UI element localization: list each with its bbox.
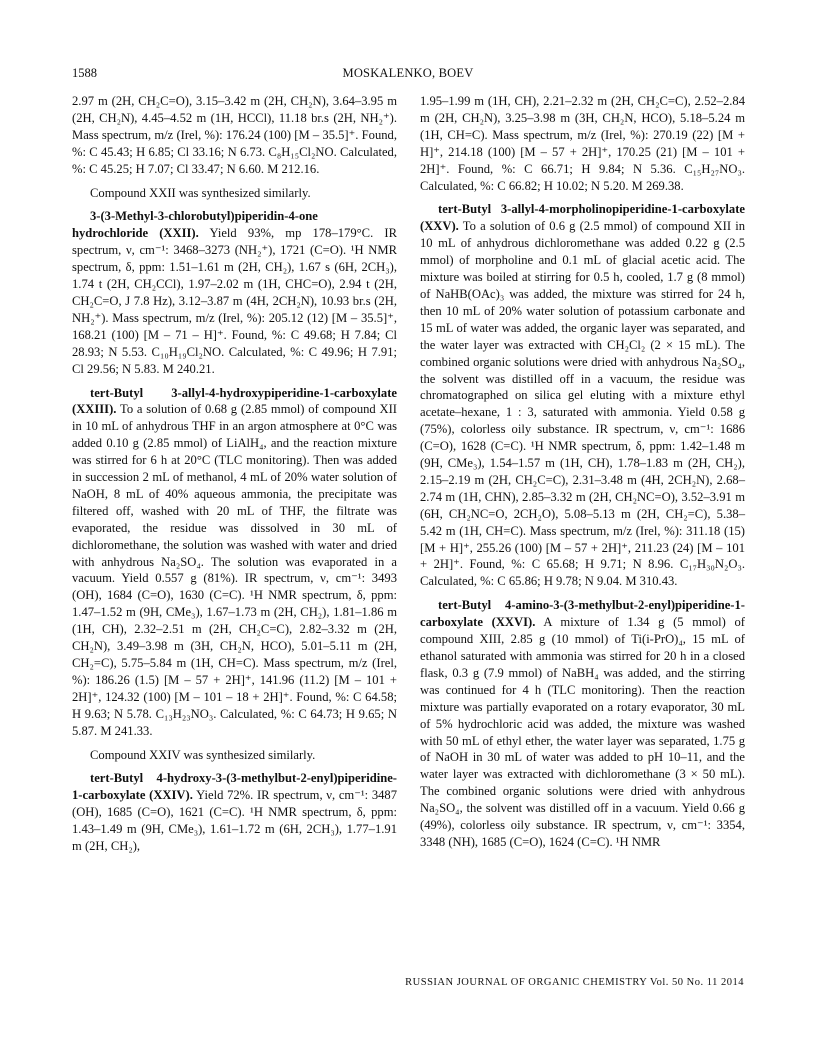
page-header bbox=[72, 66, 744, 82]
page-number: 1588 bbox=[72, 66, 97, 80]
compound-xxii-body: Yield 93%, mp 178–179°C. IR spectrum, ν, cm⁻¹: 3468–3273 (NH₂⁺), 1721 (C=O). ¹H NMR spectrum, δ, ppm: 1.51–1.61 m (2H, CH₂), 1.67 s (6H, 2CH₃), 1.74 t (2H, CH₂CCl), 1.97–2.02 m (1H, CHC=O), 2.94 t (2H, CH₂C=O, J 7.8 Hz), 3.12–3.87 m (4H, 2CH₂N), 10.93 br.s (2H, NH₂⁺). Mass spectrum, m/z (Irel, %): 205.12 (12) [M – 35.5]⁺, 168.21 (100) [M – 71 – H]⁺. Found, %: C 49.68; H 7.84; Cl 28.93; N 5.53. C₁₀H₁₉Cl₂NO. Calculated, %: C 49.96; H 7.91; Cl 29.56; N 5.83. M 240.21. bbox=[72, 226, 397, 376]
left-paragraph-note-xxiv: Compound XXIV was synthesized similarly. bbox=[90, 747, 316, 762]
left-paragraph-compound-xxiii bbox=[72, 385, 397, 740]
compound-xxiii-body: To a solution of 0.68 g (2.85 mmol) of compound XII in 10 mL of anhydrous THF in an argon atmosphere at 0°C was added 0.10 g (2.85 mmol) of LiAlH₄, and the reaction mixture was stirred for 6 h at 20°C (TLC monitoring). Then was added in succession 2 mL of methanol, 4 mL of 20% water solution of NaOH, 8 mL of 40% aqueous ammonia, the precipitate was filtered off, washed with 20 mL of THF, the filtrate was evaporated, the residue was dissolved in 30 mL of dichloromethane, the solution was washed with water and dried with anhydrous Na₂SO₄. The solution was evaporated in a vacuum. Yield 0.557 g (81%). IR spectrum, ν, cm⁻¹: 3493 (OH), 1684 (C=O), 1630 (C=C). ¹H NMR spectrum, δ, ppm: 1.47–1.52 m (9H, CMe₃), 1.67–1.73 m (2H, CH₂), 1.81–1.86 m (1H, CH), 2.32–2.51 m (2H, CH₂C=C), 2.82–3.32 m (2H, CH₂N), 3.49–3.98 m (3H, CH₂N, HCO), 5.01–5.11 m (2H, CH₂=C), 5.75–5.84 m (1H, CH=C). Mass spectrum, m/z (Irel, %): 186.26 (1.5) [M – 57 + 2H]⁺, 141.96 (11.2) [M – 101 + 2H]⁺, 124.32 (100) [M – 101 – 18 + 2H]⁺. Found, %: C 64.58; H 9.63; N 5.78. C₁₃H₂₃NO₃. Calculated, %: C 64.73; H 9.65; N 5.87. M 241.33. bbox=[72, 402, 398, 738]
compound-xxiii-title: tert-Butyl 3-allyl-4-hydroxypiperidine-1-carboxylate (XXIII). bbox=[72, 385, 397, 417]
compound-xxvi-body: A mixture of 1.34 g (5 mmol) of compound XIII, 2.85 g (10 mmol) of Ti(i-PrO)₄, 15 mL of ethanol saturated with ammonia was stirred for 20 h in a closed flask, 0.3 g (7.9 mmol) of NaBH₄ was added, and the stirring was continued for 4 h (TLC monitoring). Then the reaction mixture was partially evaporated on a rotary evaporator, 30 mL of 5% hydrochloric acid was added, the mixture was washed with 50 mL of ethyl ether, the water layer was separated, 1.75 g of NaOH in 30 mL of water was added to pH 10–11, and the water layer was extracted with dichloromethane (3 × 50 mL). The combined organic solutions were dried with anhydrous Na₂SO₄, the solvent was distilled off in a vacuum. Yield 0.66 g (49%), colorless oily substance. IR spectrum, ν, cm⁻¹: 3354, 3348 (NH), 1685 (C=O), 1624 (C=C). ¹H NMR bbox=[420, 615, 745, 849]
left-paragraph-continuation: 2.97 m (2H, CH₂C=O), 3.15–3.42 m (2H, CH₂N), 3.64–3.95 m (2H, CH₂N), 4.45–4.52 m (1H, HCCl), 11.18 br.s (2H, NH₂⁺). Mass spectrum, m/z (Irel, %): 176.24 (100) [M – 35.5]⁺. Found, %: C 45.43; H 6.85; Cl 33.16; N 6.73. C₈H₁₅Cl₂NO. Calculated, %: C 45.25; H 7.07; Cl 33.47; N 6.60. M 212.16. bbox=[72, 94, 397, 176]
left-paragraph-compound-xxii bbox=[72, 208, 397, 377]
left-paragraph-note-xxii: Compound XXII was synthesized similarly. bbox=[90, 185, 311, 200]
left-column bbox=[72, 93, 397, 855]
compound-xxv-title: tert-Butyl 3-allyl-4-morpholinopiperidine-1-carboxylate (XXV). bbox=[420, 202, 745, 234]
left-paragraph-compound-xxiv bbox=[72, 770, 397, 855]
right-column bbox=[420, 93, 745, 851]
compound-xxvi-title: tert-Butyl 4-amino-3-(3-methylbut-2-enyl)piperidine-1-carboxylate (XXVI). bbox=[420, 598, 745, 630]
compound-xxii-title: 3-(3-Methyl-3-chlorobutyl)piperidin-4-one hydrochloride (XXII). bbox=[72, 209, 318, 241]
journal-footer: RUSSIAN JOURNAL OF ORGANIC CHEMISTRY Vol. 50 No. 11 2014 bbox=[405, 977, 744, 988]
compound-xxv-body: To a solution of 0.6 g (2.5 mmol) of compound XII in 10 mL of anhydrous dichloromethane was added 0.22 g (2.5 mmol) of morpholine and 0.1 mL of glacial acetic acid. The mixture was boiled at stirring for 0.5 h, cooled, 1.7 g (8 mmol) of NaHB(OAc)₃ was added, the mixture was stirred for 24 h, then 10 mL of 20% water solution of potassium carbonate and 15 mL of water was added, the organic layer was separated, and the water layer was extracted with CH₂Cl₂ (2 × 15 mL). The combined organic solutions were dried with anhydrous Na₂SO₄, the solvent was distilled off in a vacuum, the residue was chromatographed on silica gel eluting with a mixture ethyl acetate–hexane, 1 : 3, saturated with ammonia. Yield 0.58 g (75%), colorless oily substance. IR spectrum, ν, cm⁻¹: 1686 (C=O), 1628 (C=C). ¹H NMR spectrum, δ, ppm: 1.42–1.48 m (9H, CMe₃), 1.54–1.57 m (1H, CH), 1.78–1.83 m (2H, CH₂), 2.15–2.19 m (2H, CH₂C=C), 2.31–3.48 m (4H, 2CH₂N), 2.68–2.74 m (1H, CHN), 2.85–3.32 m (2H, CH₂NC=O), 3.52–3.91 m (6H, CH₂NC=O, 2CH₂O), 5.08–5.13 m (2H, CH₂=C), 5.38–5.42 m (1H, CH=C). Mass spectrum, m/z (Irel, %): 311.18 (15) [M + H]⁺, 255.26 (100) [M – 57 + 2H]⁺, 211.23 (24) [M – 101 + 2H]⁺. Found, %: C 65.68; H 9.71; N 8.96. C₁₇H₃₀N₂O₃. Calculated, %: C 65.86; H 9.78; N 9.04. M 310.43. bbox=[420, 219, 745, 589]
running-title: MOSKALENKO, BOEV bbox=[342, 66, 474, 80]
right-paragraph-compound-xxvi bbox=[420, 597, 745, 851]
compound-xxiv-title: tert-Butyl 4-hydroxy-3-(3-methylbut-2-enyl)piperidine-1-carboxylate (XXIV). bbox=[72, 771, 397, 803]
compound-xxiv-body: Yield 72%. IR spectrum, ν, cm⁻¹: 3487 (OH), 1685 (C=O), 1621 (C=C). ¹H NMR spectrum, δ, ppm: 1.43–1.49 m (9H, CMe₃), 1.61–1.72 m (6H, 2CH₃), 1.77–1.91 m (2H, CH₂), bbox=[72, 788, 398, 854]
right-paragraph-continuation: 1.95–1.99 m (1H, CH), 2.21–2.32 m (2H, CH₂C=C), 2.52–2.84 m (2H, CH₂N), 3.25–3.98 m (3H, CH₂N, HCO), 5.18–5.24 m (1H, CH=C). Mass spectrum, m/z (Irel, %): 270.19 (22) [M + H]⁺, 214.18 (100) [M – 57 + 2H]⁺, 170.25 (21) [M – 101 + 2H]⁺. Found, %: C 66.71; H 9.84; N 5.36. C₁₅H₂₇NO₃. Calculated, %: C 66.82; H 10.02; N 5.20. M 269.38. bbox=[420, 94, 745, 193]
right-paragraph-compound-xxv bbox=[420, 201, 745, 590]
